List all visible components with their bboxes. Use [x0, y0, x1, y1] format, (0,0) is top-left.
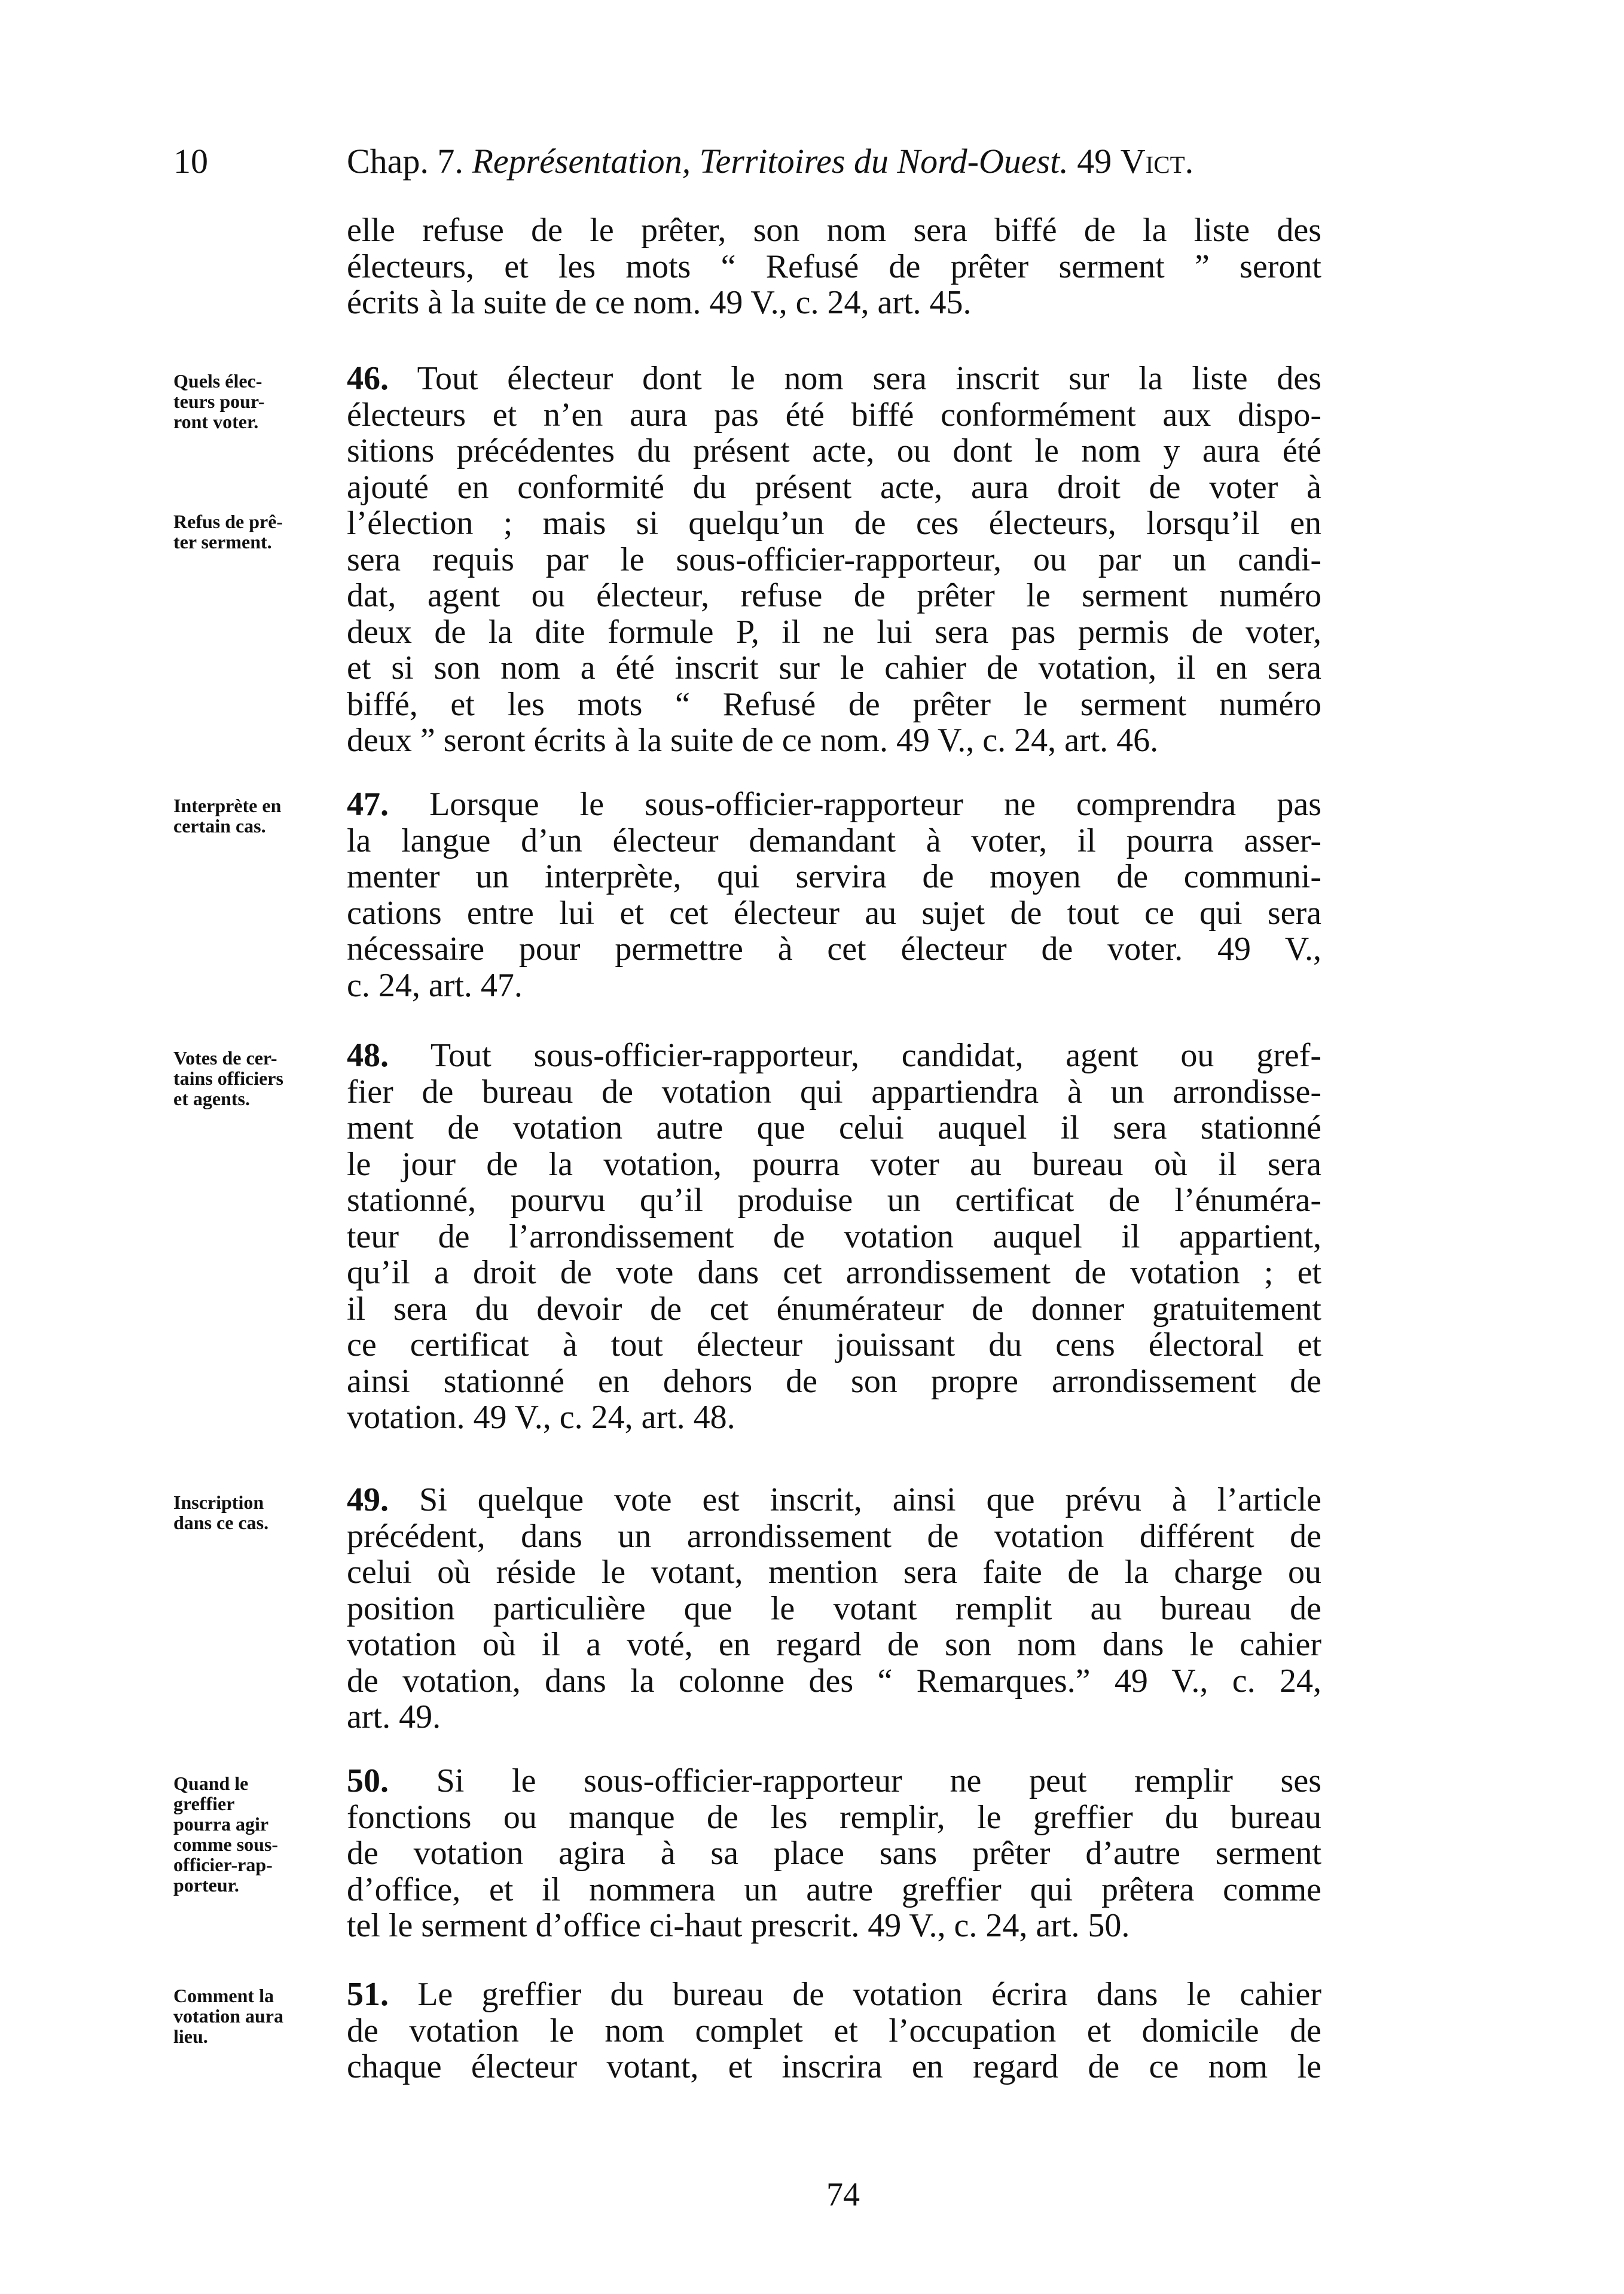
- margin-line: teurs pour-: [173, 391, 265, 412]
- footer-page-number: 74: [826, 2176, 860, 2213]
- text-line: celui où réside le votant, mention sera faite de la charge ou: [347, 1554, 1321, 1591]
- section-number: 49.: [347, 1481, 389, 1518]
- section-number: 46.: [347, 360, 389, 397]
- text-line: art. 49.: [347, 1698, 441, 1735]
- margin-line: Quand le: [173, 1773, 249, 1794]
- line-text: Tout sous-officier-rapporteur, candidat, agent ou gref-: [430, 1037, 1321, 1074]
- text-line: de votation, dans la colonne des “ Remarques.” 49 V., c. 24,: [347, 1662, 1321, 1700]
- margin-note-49: [173, 1492, 353, 1533]
- margin-line: ront voter.: [173, 411, 259, 432]
- continuation-paragraph: [347, 212, 1321, 321]
- text-line: de votation le nom complet et l’occupation et domicile de: [347, 2012, 1321, 2049]
- regnal-year: 49: [1077, 142, 1112, 181]
- text-line: sitions précédentes du présent acte, ou dont le nom y aura été: [347, 432, 1321, 469]
- margin-note-50: [173, 1773, 353, 1895]
- section-48: [347, 1038, 1321, 1436]
- text-line: tel le serment d’office ci-haut prescrit. 49 V., c. 24, art. 50.: [347, 1907, 1130, 1944]
- margin-note-46a: [173, 371, 353, 432]
- margin-line: dans ce cas.: [173, 1512, 269, 1533]
- margin-line: lieu.: [173, 2025, 208, 2047]
- text-line: votation. 49 V., c. 24, art. 48.: [347, 1399, 735, 1436]
- margin-note-46b: [173, 511, 353, 552]
- section-49: [347, 1482, 1321, 1735]
- text-line: [347, 1763, 1321, 1799]
- text-line: [347, 1976, 1321, 2013]
- margin-note-48: [173, 1048, 353, 1109]
- text-line: fier de bureau de votation qui appartiendra à un arrondisse-: [347, 1073, 1321, 1111]
- margin-line: porteur.: [173, 1874, 239, 1896]
- regnal-name: Vict.: [1120, 142, 1194, 181]
- text-line: qu’il a droit de vote dans cet arrondissement de votation ; et: [347, 1254, 1321, 1291]
- text-line: ainsi stationné en dehors de son propre arrondissement de: [347, 1362, 1321, 1400]
- text-line: sera requis par le sous-officier-rapporteur, ou par un candi-: [347, 541, 1321, 578]
- section-50: [347, 1763, 1321, 1944]
- text-line: chaque électeur votant, et inscrira en regard de ce nom le: [347, 2048, 1321, 2085]
- margin-line: pourra agir: [173, 1813, 269, 1835]
- margin-note-51: [173, 1985, 353, 2046]
- margin-line: Interprète en: [173, 795, 282, 816]
- margin-line: Quels élec-: [173, 370, 262, 392]
- running-header: [173, 138, 1321, 191]
- text-line: fonctions ou manque de les remplir, le greffier du bureau: [347, 1798, 1321, 1836]
- text-line: électeurs et n’en aura pas été biffé conformément aux dispo-: [347, 396, 1321, 434]
- chapter-label: Chap. 7.: [347, 142, 463, 181]
- margin-line: tains officiers: [173, 1067, 283, 1089]
- text-line: ajouté en conformité du présent acte, aura droit de voter à: [347, 468, 1321, 506]
- margin-line: ter serment.: [173, 531, 272, 553]
- text-line: il sera du devoir de cet énumérateur de donner gratuitement: [347, 1290, 1321, 1328]
- line-text: Le greffier du bureau de votation écrira dans le cahier: [417, 1976, 1322, 2013]
- text-line: d’office, et il nommera un autre greffier qui prêtera comme: [347, 1871, 1321, 1908]
- text-line: l’élection ; mais si quelqu’un de ces électeurs, lorsqu’il en: [347, 505, 1321, 542]
- margin-line: comme sous-: [173, 1834, 279, 1855]
- margin-line: Inscription: [173, 1491, 264, 1513]
- section-51: [347, 1976, 1321, 2085]
- text-line: écrits à la suite de ce nom. 49 V., c. 24, art. 45.: [347, 284, 972, 321]
- text-line: [347, 786, 1321, 823]
- text-line: [347, 1038, 1321, 1074]
- section-number: 48.: [347, 1037, 389, 1074]
- margin-line: et agents.: [173, 1088, 250, 1109]
- text-line: menter un interprète, qui servira de moyen de communi-: [347, 858, 1321, 895]
- text-line: la langue d’un électeur demandant à voter, il pourra asser-: [347, 822, 1321, 859]
- margin-line: certain cas.: [173, 815, 266, 837]
- line-text: Si quelque vote est inscrit, ainsi que prévu à l’article: [419, 1481, 1322, 1518]
- text-line: elle refuse de le prêter, son nom sera biffé de la liste des: [347, 212, 1321, 249]
- margin-note-47: [173, 795, 353, 836]
- text-line: teur de l’arrondissement de votation auquel il appartient,: [347, 1218, 1321, 1255]
- text-line: précédent, dans un arrondissement de votation différent de: [347, 1517, 1321, 1555]
- margin-line: Comment la: [173, 1985, 274, 2006]
- margin-line: greffier: [173, 1793, 235, 1814]
- margin-line: Refus de prê-: [173, 511, 283, 532]
- section-46: [347, 361, 1321, 759]
- text-line: position particulière que le votant remplit au bureau de: [347, 1590, 1321, 1627]
- section-47: [347, 786, 1321, 1003]
- text-line: deux de la dite formule P, il ne lui sera pas permis de voter,: [347, 613, 1321, 651]
- section-number: 51.: [347, 1976, 389, 2013]
- text-line: ce certificat à tout électeur jouissant du cens électoral et: [347, 1326, 1321, 1363]
- text-line: dat, agent ou électeur, refuse de prêter le serment numéro: [347, 577, 1321, 614]
- text-line: de votation agira à sa place sans prêter d’autre serment: [347, 1835, 1321, 1872]
- text-line: biffé, et les mots “ Refusé de prêter le serment numéro: [347, 685, 1321, 723]
- text-line: et si son nom a été inscrit sur le cahier de votation, il en sera: [347, 649, 1321, 687]
- header-title: [347, 138, 1193, 185]
- text-line: électeurs, et les mots “ Refusé de prêter serment ” seront: [347, 248, 1321, 285]
- line-text: Si le sous-officier-rapporteur ne peut remplir ses: [436, 1762, 1321, 1799]
- text-line: deux ” seront écrits à la suite de ce nom. 49 V., c. 24, art. 46.: [347, 722, 1159, 759]
- section-number: 47.: [347, 786, 389, 823]
- text-line: c. 24, art. 47.: [347, 966, 523, 1004]
- text-line: nécessaire pour permettre à cet électeur de voter. 49 V.,: [347, 931, 1321, 968]
- margin-line: Votes de cer-: [173, 1047, 277, 1069]
- text-line: le jour de la votation, pourra voter au bureau où il sera: [347, 1145, 1321, 1183]
- page-number: 10: [173, 142, 208, 181]
- text-line: [347, 1482, 1321, 1518]
- text-line: ment de votation autre que celui auquel il sera stationné: [347, 1109, 1321, 1146]
- act-title: Représentation, Territoires du Nord-Ouest.: [472, 142, 1069, 181]
- line-text: Lorsque le sous-officier-rapporteur ne comprendra pas: [429, 786, 1321, 823]
- margin-line: officier-rap-: [173, 1854, 273, 1875]
- line-text: Tout électeur dont le nom sera inscrit sur la liste des: [417, 360, 1321, 397]
- text-line: stationné, pourvu qu’il produise un certificat de l’énuméra-: [347, 1182, 1321, 1219]
- text-line: votation où il a voté, en regard de son nom dans le cahier: [347, 1626, 1321, 1663]
- margin-line: votation aura: [173, 2005, 283, 2027]
- section-number: 50.: [347, 1762, 389, 1799]
- text-line: [347, 361, 1321, 397]
- text-line: cations entre lui et cet électeur au sujet de tout ce qui sera: [347, 894, 1321, 932]
